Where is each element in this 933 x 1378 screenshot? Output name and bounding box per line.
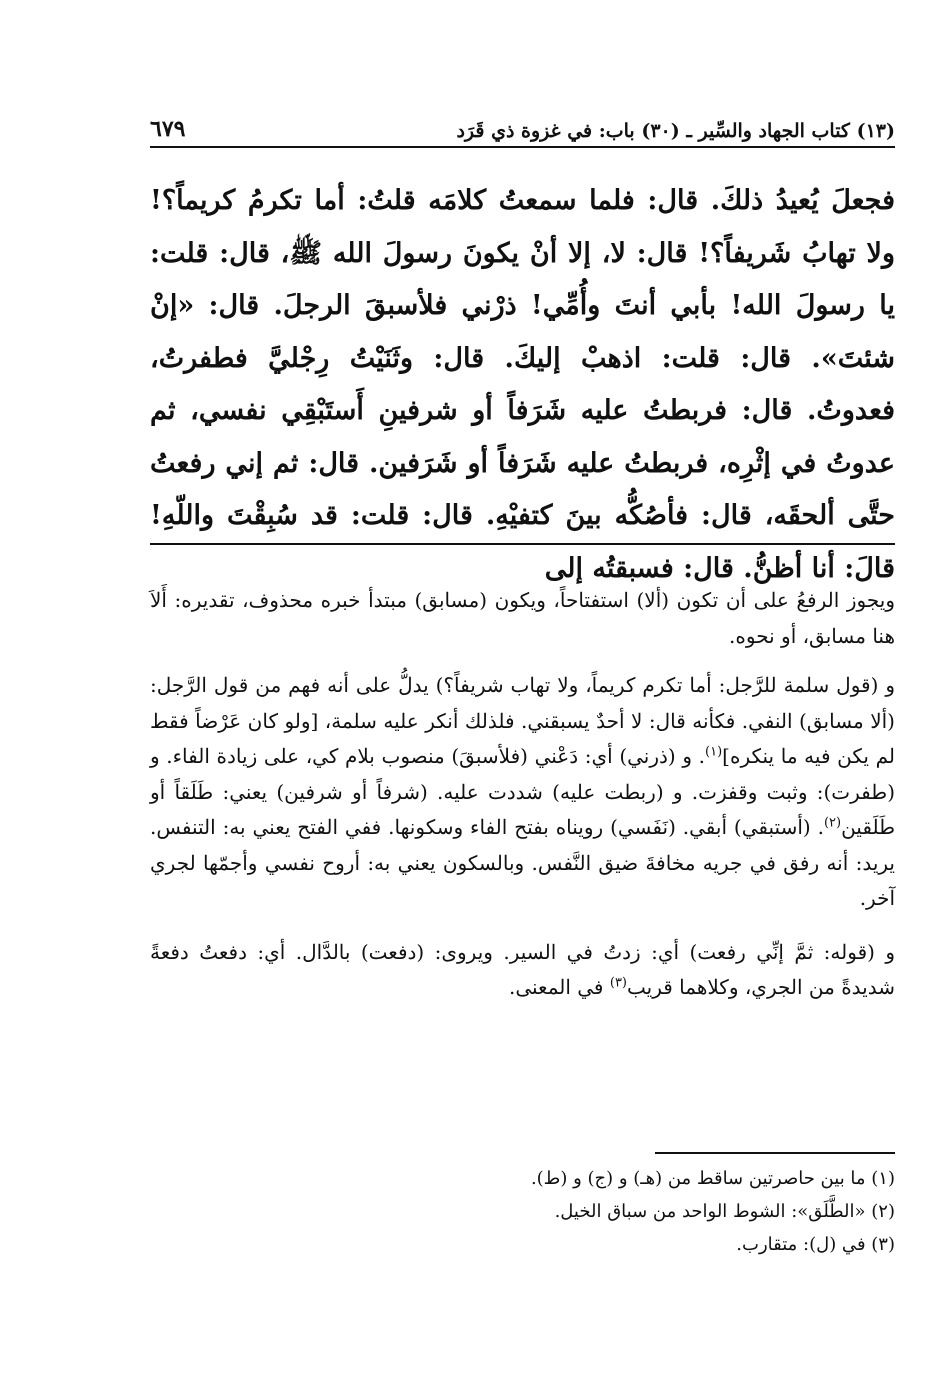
- footnote-marker-2: (٢): [823, 815, 842, 831]
- footnote-marker-3: (٣): [609, 975, 627, 991]
- footnote-divider: [655, 1152, 895, 1154]
- footnotes: [150, 1162, 895, 1261]
- footnote-marker-1: (١): [705, 744, 723, 760]
- running-header: [150, 108, 895, 148]
- commentary-text: في المعنى.: [508, 975, 610, 999]
- footnote-2: (٢) «الطَّلَق»: الشوط الواحد من سباق الخيل.: [554, 1201, 895, 1222]
- commentary-text: . و (ذرني) أي: دَعْني (فلأسبقَ) منصوب بلام كي، على زيادة الفاء. و (طفرت): وثبت وقفزت. و (ربطت عليه) شددت عليه. (شرفاً أو شرفين) يعني: طَلَقاً أو طَلَقين: [150, 744, 895, 839]
- page-number: ٦٧٩: [150, 116, 186, 142]
- commentary-text: و (قوله: ثمَّ إنِّي رفعت) أي: زدتُ في السير. ويروى: (دفعت) بالدَّال. أي: دفعتُ دفعةً شديدةً من الجري، وكلاهما قريب: [150, 939, 895, 999]
- commentary-paragraph-2: [150, 668, 895, 917]
- footnote-1: (١) ما بين حاصرتين ساقط من (هـ) و (ج) و (ط).: [530, 1168, 895, 1189]
- main-text: [150, 175, 895, 595]
- commentary-paragraph-3: [150, 935, 895, 1006]
- header-title: (١٣) كتاب الجهاد والسِّير ـ (٣٠) باب: في غزوة ذي قَرَد: [456, 120, 895, 142]
- commentary-text: ويجوز الرفعُ على أن تكون (ألا) استفتاحاً، ويكون (مسابق) مبتدأ خبره محذوف، تقديره: أَلاَ هنا مسابق، أو نحوه.: [150, 588, 895, 648]
- footnote-3: (٣) في (ل): متقارب.: [736, 1234, 895, 1255]
- commentary-text: . (أستبقي) أبقي. (نَفَسي) رويناه بفتح الفاء وسكونها. ففي الفتح يعني به: التنفس. يريد: أنه رفق في جريه مخافةَ ضيق النَّفس. وبالسكون يعني به: أروح نفسي وأجمّها لجري آخر.: [150, 815, 895, 910]
- main-divider: [150, 543, 895, 545]
- commentary-paragraph-1: [150, 583, 895, 654]
- commentary: [150, 583, 895, 1020]
- commentary-text: و (قول سلمة للرَّجل: أما تكرم كريماً، ولا تهاب شريفاً؟) يدلُّ على أنه فهم من قول الرَّجل: (ألا مسابق) النفي. فكأنه قال: لا أحدٌ يسبقني. فلذلك أنكر عليه سلمة، [ولو كان عَرْضاً فقط لم يكن فيه ما ينكره]: [150, 673, 895, 768]
- main-paragraph: فجعلَ يُعيدُ ذلكَ. قال: فلما سمعتُ كلامَه قلتُ: أما تكرمُ كريماً؟! ولا تهابُ شَريفاً؟! قال: لا، إلا أنْ يكونَ رسولَ الله ﷺ، قال: قلت: يا رسولَ الله! بأبي أنتَ وأُمِّي! ذرْني فلأسبقَ الرجلَ. قال: «إنْ شئتَ». قال: قلت: اذهبْ إليكَ. قال: وثَنَيْتُ رِجْليَّ فطفرتُ، فعدوتُ. قال: فربطتُ عليه شَرَفاً أو شرفينِ أَستَبْقِي نفسي، ثم عدوتُ في إثْرِه، فربطتُ عليه شَرَفاً أو شَرَفين. قال: ثم إني رفعتُ حتَّى ألحقَه، قال: فأصُكُّه بينَ كتفيْهِ. قال: قلت: قد سُبِقْتَ واللّهِ! قالَ: أنا أظنُّ. قال: فسبقتُه إلى: [150, 185, 895, 584]
